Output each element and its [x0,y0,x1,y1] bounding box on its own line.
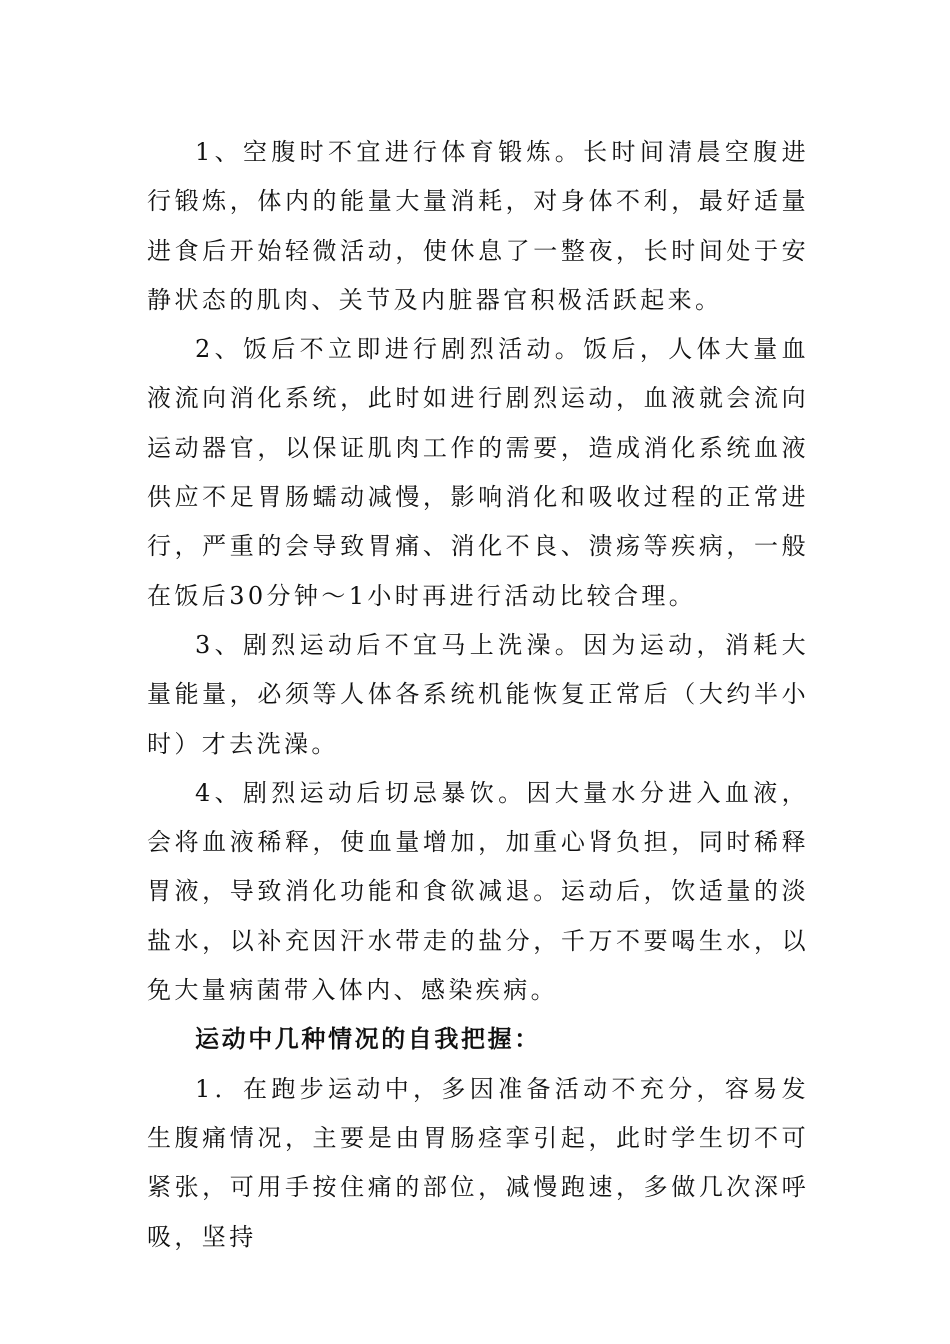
paragraph-drinking: 4、剧烈运动后切忌暴饮。因大量水分进入血液，会将血液稀释，使血量增加，加重心肾负担，同时稀释胃液，导致消化功能和食欲减退。运动后，饮适量的淡盐水，以补充因汗水带走的盐分，千万不要喝生水，以免大量病菌带入体内、感染疾病。 [147,778,809,1005]
paragraph-running-abdominal-pain: 1．在跑步运动中，多因准备活动不充分，容易发生腹痛情况，主要是由胃肠痉挛引起，此时学生切不可紧张，可用手按住痛的部位，减慢跑速，多做几次深呼吸，坚持 [147,1074,809,1251]
section-heading: 运动中几种情况的自我把握： [195,1025,541,1054]
paragraph-after-meal: 2、饭后不立即进行剧烈活动。饭后，人体大量血液流向消化系统，此时如进行剧烈运动，血液就会流向运动器官，以保证肌肉工作的需要，造成消化系统血液供应不足胃肠蠕动减慢，影响消化和吸收过程的正常进行，严重的会导致胃痛、消化不良、溃疡等疾病，一般在饭后30分钟～1小时再进行活动比较合理。 [147,335,809,610]
paragraph-bathing: 3、剧烈运动后不宜马上洗澡。因为运动，消耗大量能量，必须等人体各系统机能恢复正常后（大约半小时）才去洗澡。 [147,630,809,758]
paragraph-empty-stomach: 1、空腹时不宜进行体育锻炼。长时间清晨空腹进行锻炼，体内的能量大量消耗，对身体不利，最好适量进食后开始轻微活动，使休息了一整夜，长时间处于安静状态的肌肉、关节及内脏器官积极活跃起来。 [147,138,809,314]
document-body [147,128,809,1262]
